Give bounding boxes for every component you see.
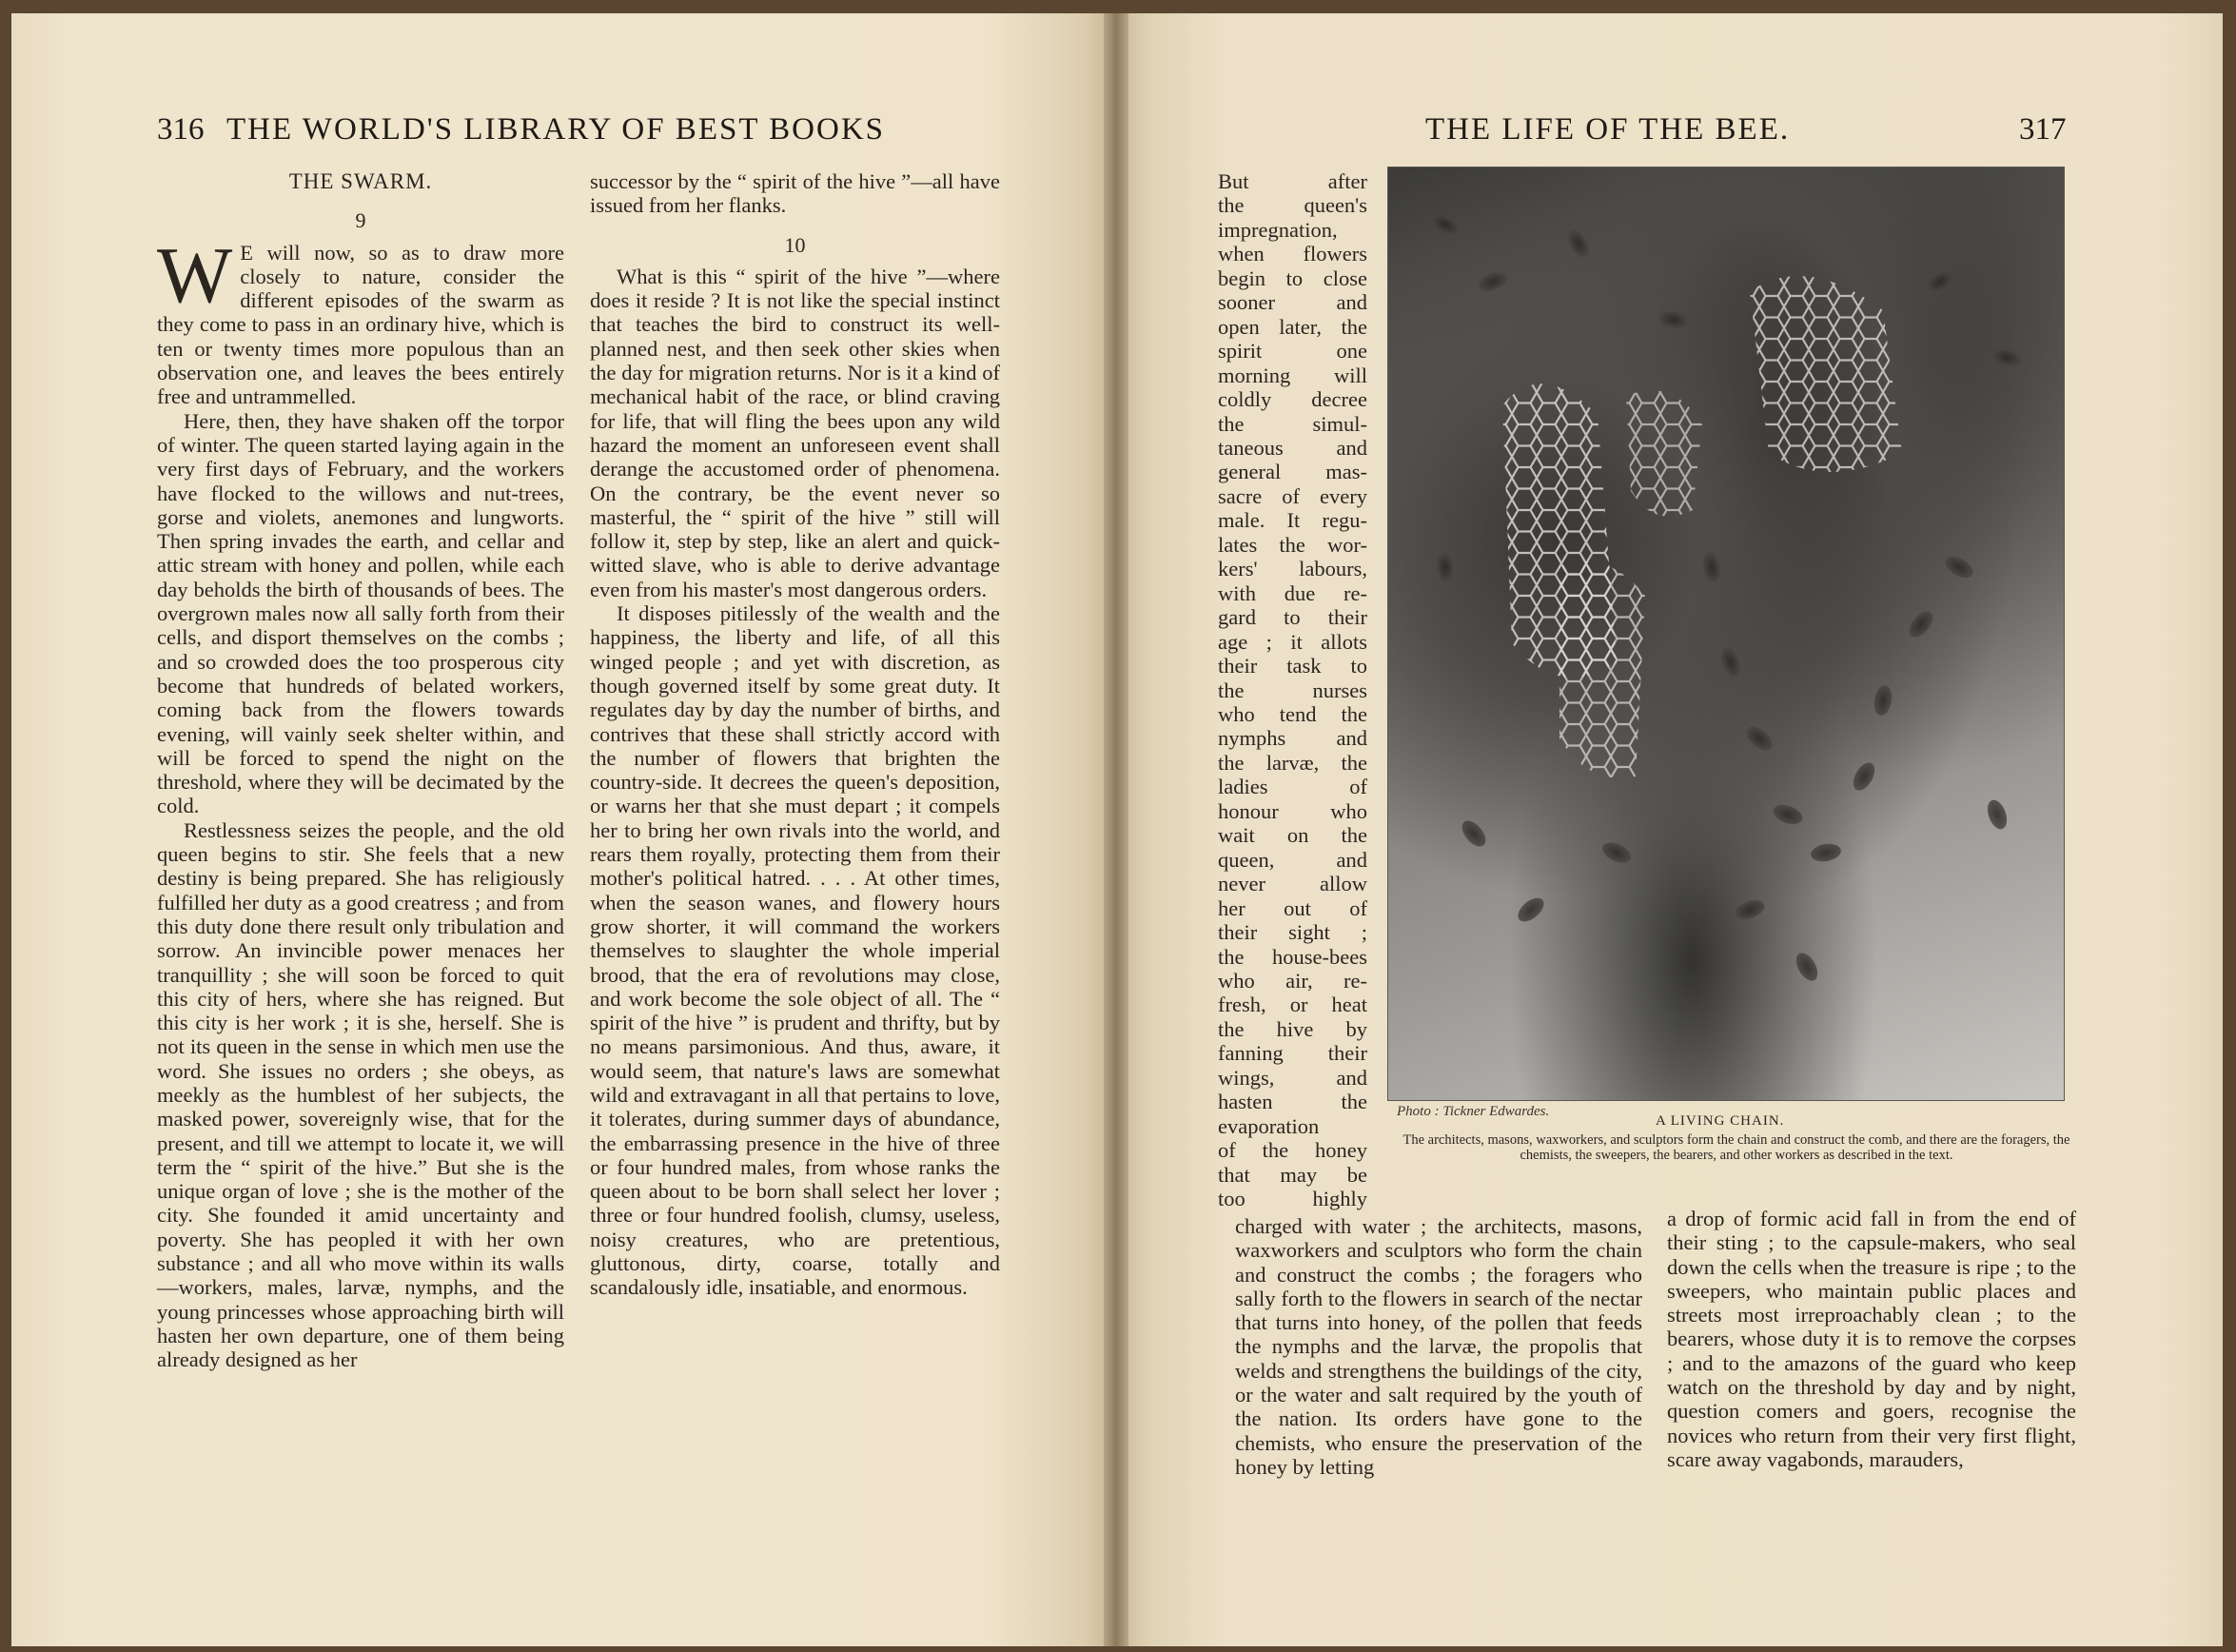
book-gutter — [1104, 13, 1128, 1646]
left-running-head: THE WORLD'S LIBRARY OF BEST BOOKS — [226, 112, 886, 147]
narrow-column-line: nymphs and — [1218, 726, 1367, 751]
bee-chain-photograph — [1387, 167, 2065, 1101]
paragraph: Restlessness seizes the people, and the old queen begins to stir. She feels that a new destiny is being prepared. She has religiously fulfilled her duty as a good creatress ; and from this duty done there result only tribulation and sorrow. An invincible power menaces her tranquillity ; she will soon be forced to quit this city of hers, where she has reigned. But this city is her work ; it is she, herself. She is not its queen in the sense in which men use the word. She issues no orders ; she obeys, as meekly as the humblest of her subjects, the masked power, sovereignly wise, that for the present, and till we attempt to locate it, we will term the “ spirit of the hive.” But she is the unique organ of love ; she is the mother of the city. She founded it amid uncertainty and poverty. She has peopled it with her own substance ; and all who move within its walls—workers, males, larvæ, nymphs, and the young princesses whose approaching birth will hasten her own departure, one of them being already designed as her — [157, 817, 564, 1372]
narrow-column-line: coldly decree — [1218, 387, 1367, 412]
right-column-2 — [1667, 1207, 2076, 1471]
narrow-column-line: kers' labours, — [1218, 557, 1367, 581]
narrow-column-line: open later, the — [1218, 314, 1367, 339]
narrow-column-line: the nurses — [1218, 678, 1367, 702]
narrow-column-line: when flowers — [1218, 242, 1367, 266]
narrow-column-line: fresh, or heat — [1218, 993, 1367, 1017]
paragraph-opening: W E will now, so as to draw more closely to nature, consider the different episodes of the swarm as they come to pass in an ordinary hive, which is ten or twenty times more populous than an observation one, and leaves the bees entirely free and untrammelled. — [157, 230, 564, 409]
narrow-column-line: impregnation, — [1218, 217, 1338, 242]
narrow-column-line: hasten the — [1218, 1090, 1367, 1114]
section-title: THE SWARM. — [288, 169, 433, 193]
narrow-column-line: spirit one — [1218, 339, 1367, 364]
narrow-column-line: male. It regu- — [1218, 508, 1367, 533]
narrow-column-line: her out of — [1218, 895, 1367, 920]
narrow-column-line: sooner and — [1218, 290, 1367, 315]
narrow-column-line: their sight ; — [1218, 920, 1367, 945]
narrow-column-line: the hive by — [1218, 1016, 1367, 1041]
honeycomb-illustration — [1388, 167, 2064, 1100]
narrow-column-line: gard to their — [1218, 605, 1367, 630]
narrow-column-line: begin to close — [1218, 266, 1367, 290]
narrow-column-line: their task to — [1218, 654, 1367, 678]
narrow-column-line: lates the wor- — [1218, 532, 1367, 557]
narrow-column-line: evaporation — [1218, 1113, 1320, 1138]
right-page-number: 317 — [2019, 112, 2067, 147]
narrow-column-line: sacre of every — [1218, 483, 1367, 508]
narrow-column-line: fanning their — [1218, 1041, 1367, 1066]
paragraph: What is this “ spirit of the hive ”—where does it reside ? It is not like the special instinct that teaches the bird to construct its well-planned nest, and then seek other skies when the day for migration returns. Nor is it a kind of mechanical habit of the race, or blind craving for life, that will fling the bees upon any wild hazard the moment an unforeseen event shall derange the accustomed order of phenomena. On the contrary, be the event never so masterful, the “ spirit of the hive ” still will follow it, step by step, like an alert and quick-witted slave, who is able to derive advantage even from his master's most dangerous orders. — [590, 264, 1000, 601]
narrow-column-line: queen, and — [1218, 847, 1367, 872]
narrow-column-line: But after — [1218, 169, 1367, 193]
narrow-column-line: taneous and — [1218, 435, 1367, 460]
right-column-1 — [1235, 1214, 1642, 1479]
narrow-column-line: too highly — [1218, 1187, 1367, 1211]
narrow-column-line: age ; it allots — [1218, 629, 1367, 654]
narrow-column-line: the simul- — [1218, 411, 1367, 436]
caption-text: The architects, masons, waxworkers, and sculptors form the chain and construct the comb, and there are the foragers, the chemists, the sweepers, the bearers, and other workers as described in the text. — [1402, 1132, 2070, 1163]
section-number-9: 9 — [355, 208, 366, 233]
paragraph: a drop of formic acid fall in from the end of their sting ; to the capsule-makers, who seal down the cells when the treasure is ripe ; to the sweepers, who maintain public places and streets most irreproachably clean ; to the bearers, whose duty it is to remove the corpses ; and to the amazons of the guard who keep watch on the threshold by day and by night, question comers and goers, recognise the novices who return from their very first flight, scare away vagabonds, marauders, — [1667, 1207, 2076, 1471]
narrow-column-line: the larvæ, the — [1218, 750, 1367, 775]
left-column-1 — [157, 169, 564, 1372]
caption-title: A LIVING CHAIN. — [1656, 1113, 1785, 1129]
narrow-column-line: general mas- — [1218, 460, 1367, 484]
section-number-10: 10 — [784, 232, 806, 257]
narrow-column-line: the house-bees — [1218, 944, 1367, 969]
paragraph: Here, then, they have shaken off the torpor of winter. The queen started laying again in the very first days of February, and the workers have flocked to the willows and nut-trees, gorse and violets, anemones and lungworts. Then spring invades the earth, and cellar and attic stream with honey and pollen, while each day beholds the birth of thousands of bees. The overgrown males now all sally forth from their cells, and disport themselves on the combs ; and so crowded does the too prosperous city become that hundreds of belated workers, coming back from the flowers towards evening, will vainly seek shelter within, and will be forced to spend the night on the threshold, where they will be decimated by the cold. — [157, 408, 564, 818]
narrow-column-line: that may be — [1218, 1162, 1367, 1187]
narrow-column-line: wings, and — [1218, 1065, 1367, 1090]
narrow-column-beside-photo — [1218, 169, 1367, 1210]
paragraph: charged with water ; the architects, masons, waxworkers and sculptors who form the chain and construct the combs ; the foragers who sally forth to the flowers in search of the nectar that turns into honey, of the pollen that feeds the nymphs and the larvæ, the propolis that welds and strengthens the buildings of the city, or the water and salt required by the youth of the nation. Its orders have gone to the chemists, who ensure the preservation of the honey by letting — [1235, 1214, 1642, 1479]
photo-credit: Photo : Tickner Edwardes. — [1397, 1104, 1550, 1119]
left-page-number: 316 — [157, 112, 205, 147]
narrow-column-line: with due re- — [1218, 580, 1367, 605]
narrow-column-line: never allow — [1218, 872, 1367, 896]
paragraph: It disposes pitilessly of the wealth and the happiness, the liberty and life, of all this winged people ; and yet with discretion, as though governed itself by some great duty. It regulates day by day the number of births, and contrives that these shall strictly accord with the number of flowers that brighten the country-side. It decrees the queen's deposition, or warns her that she must depart ; it compels her to bring her own rivals into the world, and rears them royally, protecting them from their mother's political hatred. . . . At other times, when the season wanes, and flowery hours grow shorter, it will command the workers themselves to slaughter the whole imperial brood, that the era of revolutions may close, and work become the sole object of all. The “ spirit of the hive ” is prudent and thrifty, but by no means parsimonious. And thus, aware, it would seem, that nature's laws are somewhat wild and extravagant in all that pertains to love, it tolerates, during summer days of abundance, the embarrassing presence in the hive of three or four hundred males, from whose ranks the queen about to be born shall select her lover ; three or four hundred foolish, clumsy, useless, noisy creatures, who are pretentious, gluttonous, dirty, coarse, totally and scandalously idle, insatiable, and enormous. — [590, 601, 1000, 1300]
narrow-column-line: honour who — [1218, 798, 1367, 823]
paragraph: successor by the “ spirit of the hive ”—all have issued from her flanks. — [590, 169, 1000, 218]
narrow-column-line: of the honey — [1218, 1138, 1367, 1163]
narrow-column-line: who tend the — [1218, 701, 1367, 726]
drop-cap: W — [157, 230, 233, 320]
left-column-2 — [590, 169, 1000, 1300]
narrow-column-line: who air, re- — [1218, 968, 1367, 993]
narrow-column-line: morning will — [1218, 363, 1367, 387]
right-running-head: THE LIFE OF THE BEE. — [1425, 112, 1791, 147]
narrow-column-line: the queen's — [1218, 193, 1367, 218]
narrow-column-line: ladies of — [1218, 775, 1367, 799]
narrow-column-line: wait on the — [1218, 823, 1367, 848]
